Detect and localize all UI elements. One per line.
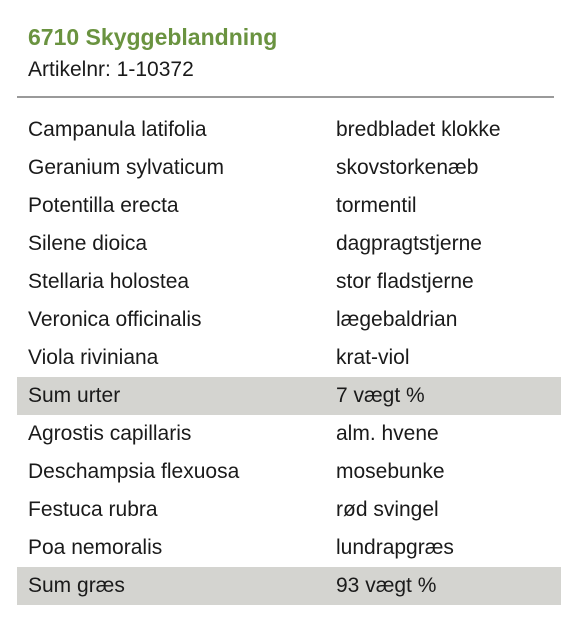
species-row xyxy=(17,263,561,301)
latin-name: Potentilla erecta xyxy=(28,194,179,217)
product-header xyxy=(28,22,277,84)
species-row xyxy=(17,187,561,225)
species-row xyxy=(17,491,561,529)
header-divider xyxy=(17,96,554,98)
species-row xyxy=(17,111,561,149)
latin-name: Viola riviniana xyxy=(28,346,159,369)
sum-row xyxy=(17,377,561,415)
danish-name: mosebunke xyxy=(336,460,445,483)
species-row xyxy=(17,453,561,491)
latin-name: Festuca rubra xyxy=(28,498,158,521)
danish-name: lundrapgræs xyxy=(336,536,454,559)
product-title: 6710 Skyggeblandning xyxy=(28,24,278,50)
species-row xyxy=(17,529,561,567)
sum-value: 7 vægt % xyxy=(336,384,425,407)
species-row xyxy=(17,149,561,187)
danish-name: bredbladet klokke xyxy=(336,118,501,141)
danish-name: dagpragtstjerne xyxy=(336,232,482,255)
sum-row xyxy=(17,567,561,605)
latin-name: Geranium sylvaticum xyxy=(28,156,225,179)
article-number: Artikelnr: 1-10372 xyxy=(28,58,194,81)
species-row xyxy=(17,415,561,453)
danish-name: tormentil xyxy=(336,194,417,217)
latin-name: Veronica officinalis xyxy=(28,308,202,331)
latin-name: Agrostis capillaris xyxy=(28,422,192,445)
latin-name: Deschampsia flexuosa xyxy=(28,460,240,483)
danish-name: lægebaldrian xyxy=(336,308,458,331)
latin-name: Silene dioica xyxy=(28,232,148,255)
species-row xyxy=(17,225,561,263)
species-row xyxy=(17,301,561,339)
sum-label: Sum græs xyxy=(28,574,125,597)
danish-name: stor fladstjerne xyxy=(336,270,474,293)
sum-label: Sum urter xyxy=(28,384,121,407)
danish-name: krat-viol xyxy=(336,346,410,369)
sum-value: 93 vægt % xyxy=(336,574,437,597)
danish-name: skovstorkenæb xyxy=(336,156,479,179)
danish-name: rød svingel xyxy=(336,498,439,521)
latin-name: Stellaria holostea xyxy=(28,270,190,293)
latin-name: Campanula latifolia xyxy=(28,118,207,141)
danish-name: alm. hvene xyxy=(336,422,439,445)
species-row xyxy=(17,339,561,377)
species-table xyxy=(17,111,561,605)
latin-name: Poa nemoralis xyxy=(28,536,163,559)
